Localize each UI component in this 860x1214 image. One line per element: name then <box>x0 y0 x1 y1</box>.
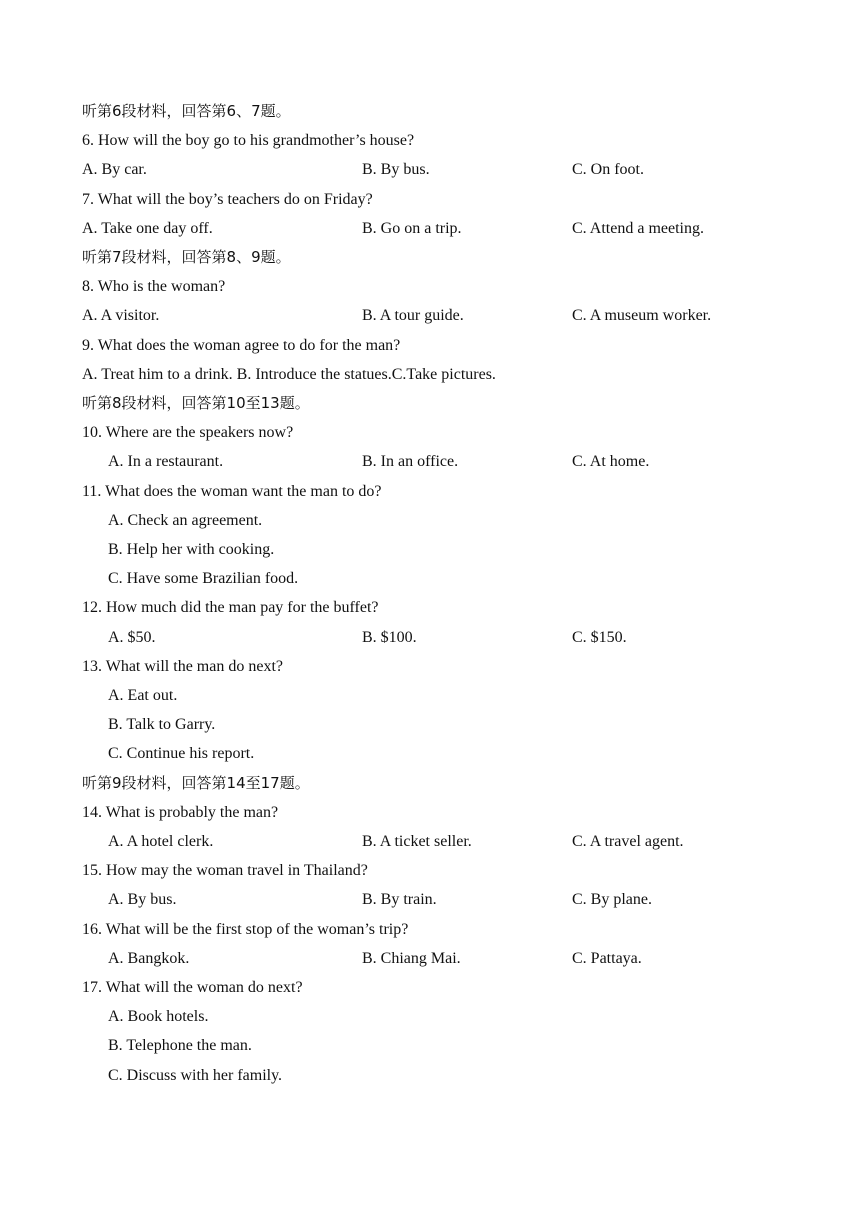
options-row <box>0 623 860 652</box>
option-b: B. A tour guide. <box>362 307 464 325</box>
options-row <box>0 155 860 184</box>
option-a: A. In a restaurant. <box>108 453 224 471</box>
question-text: 7. What will the boy’s teachers do on Friday? <box>82 190 373 208</box>
question-text: 16. What will be the first stop of the woman’s trip? <box>82 920 409 938</box>
option-b: B. In an office. <box>362 453 459 471</box>
question-text: 6. How will the boy go to his grandmother’s house? <box>82 132 415 150</box>
question-text: 12. How much did the man pay for the buffet? <box>82 599 379 617</box>
option-c: C. Attend a meeting. <box>572 219 704 237</box>
options-row <box>0 447 860 476</box>
section-heading: 听第7段材料，回答第8、9题。 <box>82 248 291 266</box>
option-a: A. By car. <box>82 161 147 179</box>
option-b: B. Go on a trip. <box>362 219 462 237</box>
options-row <box>0 827 860 856</box>
question-text: 13. What will the man do next? <box>82 657 283 675</box>
option-c: C. On foot. <box>572 161 644 179</box>
option-c: C. Pattaya. <box>572 949 642 967</box>
option-b: B. Chiang Mai. <box>362 949 461 967</box>
options-inline: A. Treat him to a drink. B. Introduce the statues.C.Take pictures. <box>82 365 496 383</box>
section-heading: 听第6段材料，回答第6、7题。 <box>82 102 291 120</box>
question-text: 15. How may the woman travel in Thailand? <box>82 862 368 880</box>
option-item: B. Telephone the man. <box>108 1037 252 1055</box>
option-c: C. By plane. <box>572 891 652 909</box>
option-c: C. At home. <box>572 453 650 471</box>
option-c: C. A travel agent. <box>572 833 684 850</box>
question-text: 14. What is probably the man? <box>82 803 279 821</box>
option-item: C. Discuss with her family. <box>108 1066 283 1084</box>
option-a: A. $50. <box>108 628 156 646</box>
option-a: A. A visitor. <box>82 307 160 325</box>
question-text: 11. What does the woman want the man to do? <box>82 482 382 500</box>
option-a: A. Bangkok. <box>108 949 190 967</box>
option-item: B. Help her with cooking. <box>108 541 275 558</box>
options-row <box>0 214 860 243</box>
option-item: B. Talk to Garry. <box>108 716 216 734</box>
option-item: A. Book hotels. <box>108 1008 209 1026</box>
option-item: C. Continue his report. <box>108 745 255 763</box>
question-text: 9. What does the woman agree to do for the man? <box>82 336 401 354</box>
option-a: A. Take one day off. <box>82 219 213 237</box>
question-text: 8. Who is the woman? <box>82 278 226 296</box>
option-item: C. Have some Brazilian food. <box>108 570 299 588</box>
options-row <box>0 885 860 914</box>
section-heading: 听第8段材料，回答第10至13题。 <box>82 394 310 412</box>
option-c: C. $150. <box>572 628 627 646</box>
option-c: C. A museum worker. <box>572 307 712 325</box>
option-b: B. By train. <box>362 891 437 909</box>
section-heading: 听第9段材料，回答第14至17题。 <box>82 773 310 792</box>
option-b: B. By bus. <box>362 161 430 179</box>
option-b: B. A ticket seller. <box>362 833 472 850</box>
options-row <box>0 301 860 330</box>
option-b: B. $100. <box>362 628 417 646</box>
option-a: A. By bus. <box>108 891 177 909</box>
question-text: 10. Where are the speakers now? <box>82 424 294 442</box>
question-text: 17. What will the woman do next? <box>82 979 303 996</box>
option-item: A. Check an agreement. <box>108 511 263 529</box>
option-item: A. Eat out. <box>108 687 178 704</box>
option-a: A. A hotel clerk. <box>108 833 214 850</box>
options-row <box>0 944 860 973</box>
